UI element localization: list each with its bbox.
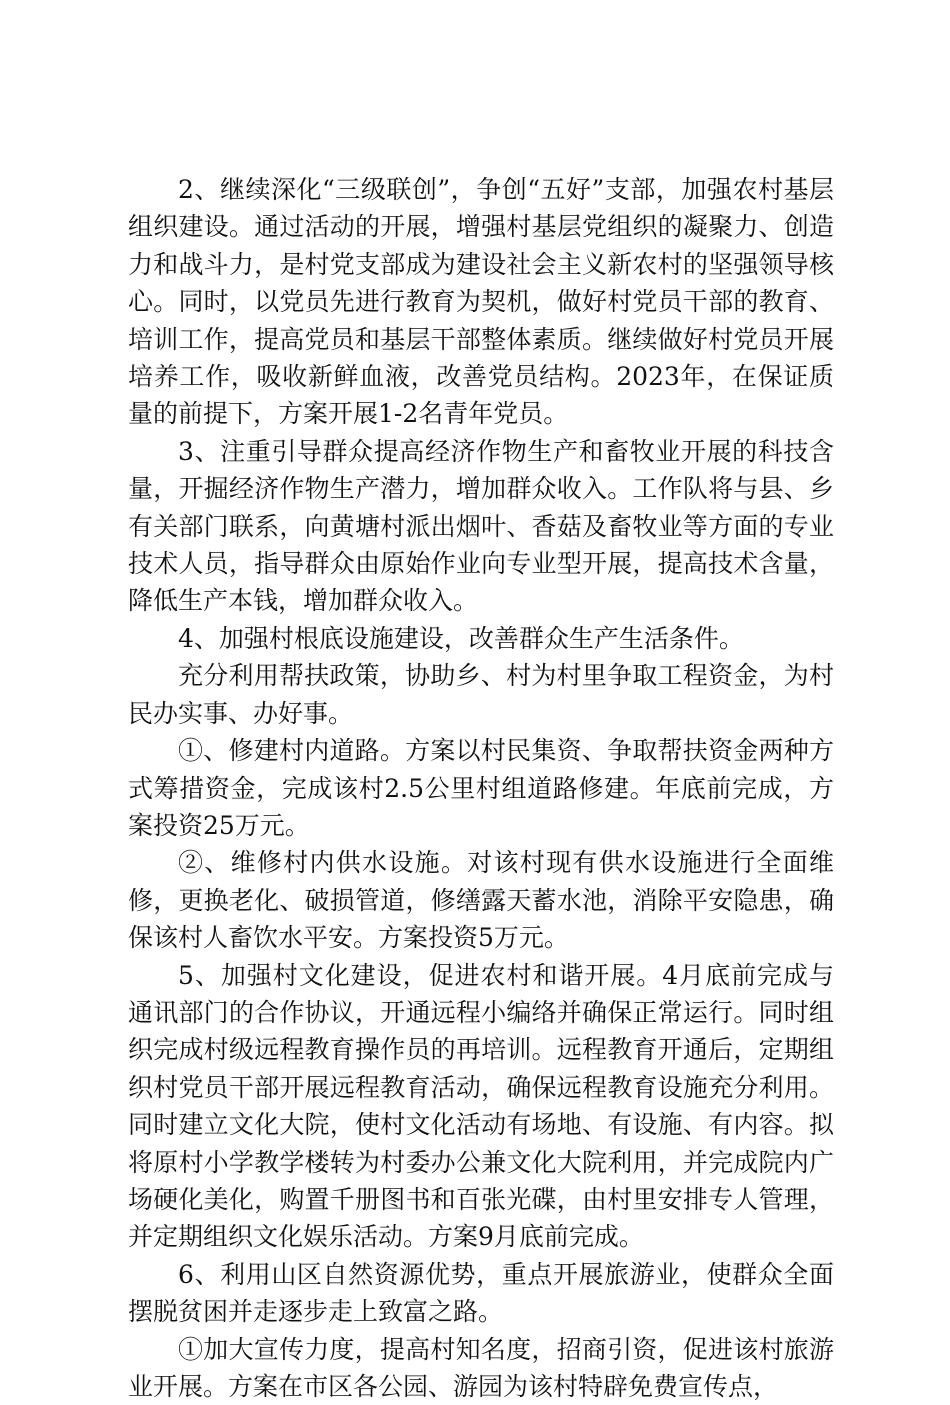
- paragraph-4-item-water-supply: ②、维修村内供水设施。对该村现有供水设施进行全面维修，更换老化、破损管道，修缮露天蓄水池，消除平安隐患，确保该村人畜饮水平安。方案投资5万元。: [128, 848, 834, 953]
- paragraph-4-infrastructure-heading: 4、加强村根底设施建设，改善群众生产生活条件。: [178, 623, 744, 653]
- paragraph-6-tourism-heading: 6、利用山区自然资源优势，重点开展旅游业，使群众全面摆脱贫困并走逐步走上致富之路。: [128, 1259, 834, 1327]
- document-body: [128, 171, 834, 1405]
- paragraph-2-grassroots-organization: 2、继续深化“三级联创”，争创“五好”支部，加强农村基层组织建设。通过活动的开展，增强村基层党组织的凝聚力、创造力和战斗力，是村党支部成为建设社会主义新农村的坚强领导核心。同时，以党员先进行教育为契机，做好村党员干部的教育、培训工作，提高党员和基层干部整体素质。继续做好村党员开展培养工作，吸收新鲜血液，改善党员结构。2023年，在保证质量的前提下，方案开展1-2名青年党员。: [128, 175, 834, 429]
- paragraph-4-item-roads: ①、修建村内道路。方案以村民集资、争取帮扶资金两种方式筹措资金，完成该村2.5公里村组道路修建。年底前完成，方案投资25万元。: [128, 736, 834, 840]
- paragraph-6-item-publicity: ①加大宣传力度，提高村知名度，招商引资，促进该村旅游业开展。方案在市区各公园、游园为该村特辟免费宣传点，: [128, 1334, 834, 1401]
- paragraph-5-culture: 5、加强村文化建设，促进农村和谐开展。4月底前完成与通讯部门的合作协议，开通远程小编络并确保正常运行。同时组织完成村级远程教育操作员的再培训。远程教育开通后，定期组织村党员干部开展远程教育活动，确保远程教育设施充分利用。同时建立文化大院，使村文化活动有场地、有设施、有内容。拟将原村小学教学楼转为村委办公兼文化大院利用，并完成院内广场硬化美化，购置千册图书和百张光碟，由村里安排专人管理，并定期组织文化娱乐活动。方案9月底前完成。: [128, 960, 834, 1252]
- paragraph-3-agricultural-technology: 3、注重引导群众提高经济作物生产和畜牧业开展的科技含量，开掘经济作物生产潜力，增加群众收入。工作队将与县、乡有关部门联系，向黄塘村派出烟叶、香菇及畜牧业等方面的专业技术人员，指导群众由原始作业向专业型开展，提高技术含量，降低生产本钱，增加群众收入。: [128, 436, 834, 616]
- paragraph-4-funding: 充分利用帮扶政策，协助乡、村为村里争取工程资金，为村民办实事、办好事。: [128, 661, 834, 728]
